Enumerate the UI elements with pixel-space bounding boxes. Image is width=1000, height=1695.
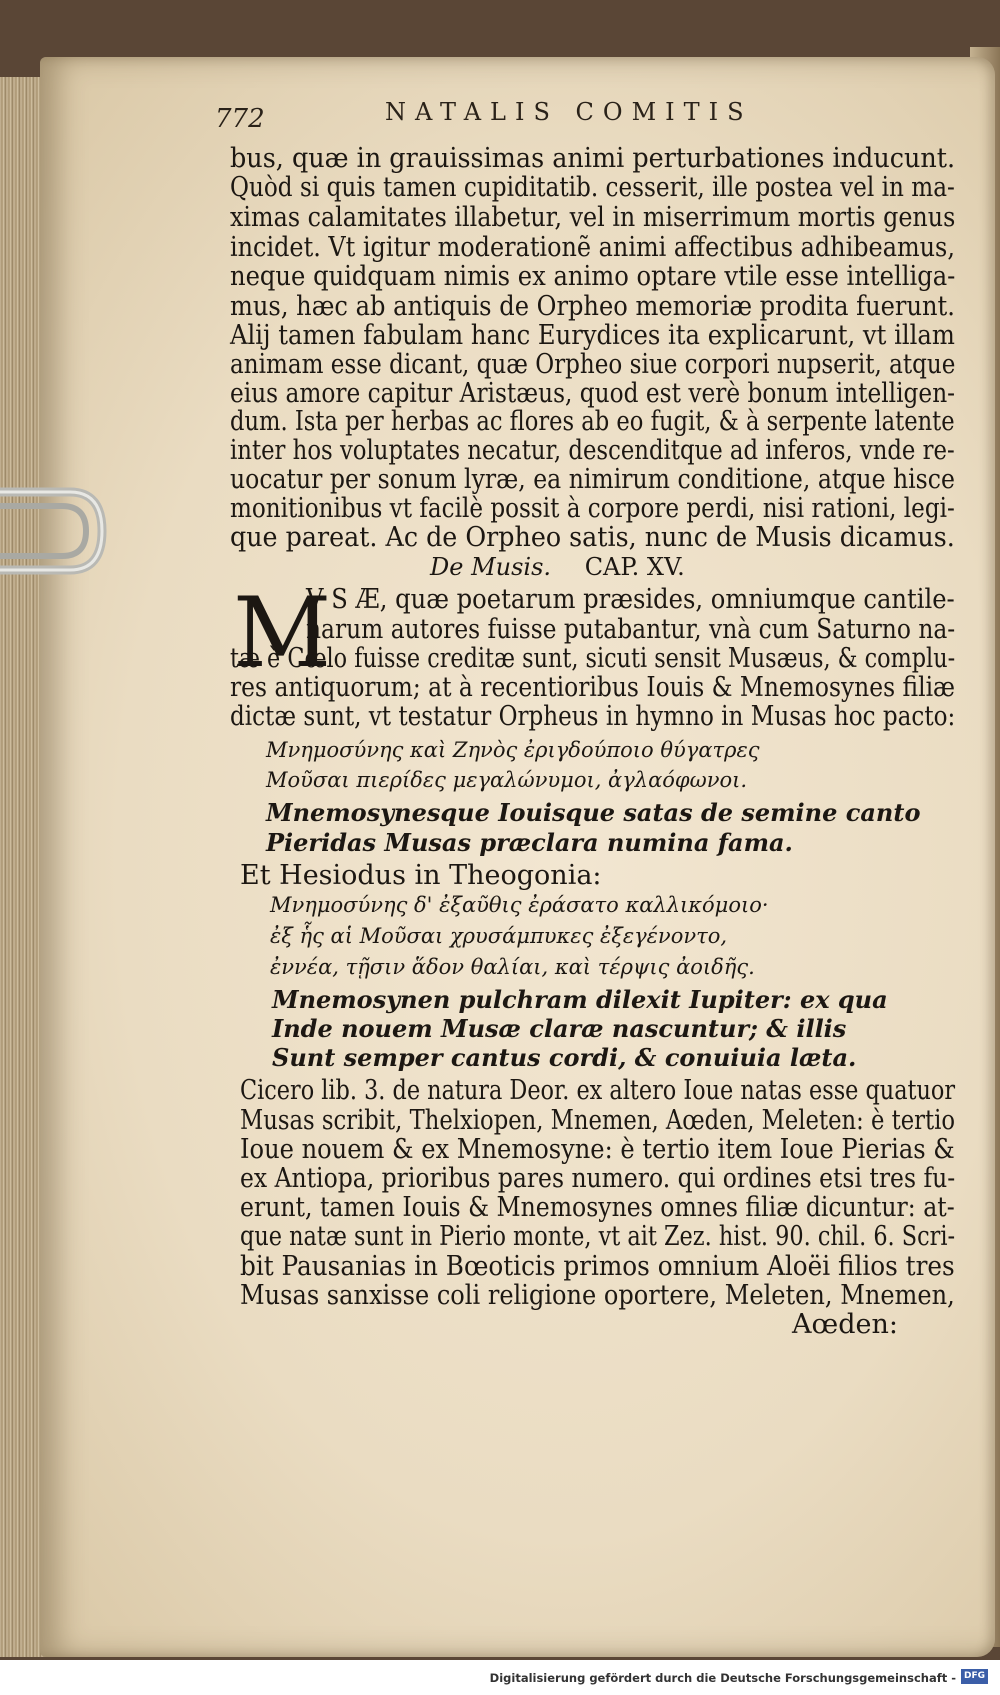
dfg-logo: DFG [961, 1669, 988, 1684]
body-line: ximas calamitates illabetur, vel in miserrimum mortis genus [230, 202, 956, 233]
latin-verse-line: Sunt semper cantus cordi, & conuiuia læta. [272, 1043, 857, 1072]
chapter-title: De Musis. [430, 553, 552, 581]
catchword: Aœden: [792, 1309, 898, 1340]
latin-verse-line: Pieridas Musas præclara numina fama. [266, 828, 793, 857]
body-line: Quòd si quis tamen cupiditatib. cesserit, ille postea vel in ma- [230, 172, 955, 203]
paper-clip [0, 482, 112, 580]
body-line: dum. Ista per herbas ac flores ab eo fugit, & à serpente latente [230, 406, 955, 437]
running-head: NATALIS COMITIS [385, 98, 753, 126]
greek-verse-line: ἐξ ἧς αἱ Μοῦσαι χρυσάμπυκες ἐξεγένοντο, [270, 924, 728, 948]
body-line: monitionibus vt facilè possit à corpore perdi, nisi rationi, legi- [230, 493, 955, 524]
chapter-heading [430, 553, 685, 581]
body-line: animam esse dicant, quæ Orpheo siue corpori nupserit, atque [230, 349, 956, 380]
chapter-line: V S Æ, quæ poetarum præsides, omniumque cantile- [306, 584, 955, 615]
chapter-line: narum autores fuisse putabantur, vnà cum Saturno na- [306, 614, 956, 645]
body-line: bus, quæ in grauissimas animi perturbationes inducunt. [230, 143, 956, 174]
body-line: incidet. Vt igitur moderationẽ animi affectibus adhibeamus, [230, 232, 955, 263]
greek-verse-line: Μοῦσαι πιερίδες μεγαλώνυμοι, ἀγλαόφωνοι. [266, 768, 748, 792]
hesiod-intro: Et Hesiodus in Theogonia: [240, 860, 602, 891]
body-line: bit Pausanias in Bœoticis primos omnium Aloëi filios tres [240, 1251, 955, 1282]
body-line: ex Antiopa, prioribus pares numero. qui ordines etsi tres fu- [240, 1163, 956, 1194]
latin-verse-line: Mnemosynesque Iouisque satas de semine canto [266, 798, 921, 827]
body-line: Musas scribit, Thelxiopen, Mnemen, Aœden, Meleten: è tertio [240, 1105, 955, 1136]
chapter-line: res antiquorum; at à recentioribus Iouis & Mnemosynes filiæ [230, 672, 956, 703]
footer-credit: Digitalisierung gefördert durch die Deutsche Forschungsgemeinschaft - [489, 1671, 956, 1685]
body-line: erunt, tamen Iouis & Mnemosynes omnes filiæ dicuntur: at- [240, 1192, 955, 1223]
body-line: que pareat. Ac de Orpheo satis, nunc de Musis dicamus. [230, 522, 955, 553]
body-line: Cicero lib. 3. de natura Deor. ex altero Ioue natas esse quatuor [240, 1075, 956, 1106]
page-number: 772 [215, 104, 265, 134]
body-line: Alij tamen fabulam hanc Eurydices ita explicarunt, vt illam [230, 320, 955, 351]
body-line: eius amore capitur Aristæus, quod est verè bonum intelligen- [230, 378, 956, 409]
greek-verse-line: ἐννέα, τῇσιν ἅδον θαλίαι, καὶ τέρψις ἀοιδῆς. [270, 955, 755, 979]
body-line: que natæ sunt in Pierio monte, vt ait Zez. hist. 90. chil. 6. Scri- [240, 1221, 956, 1252]
footer [0, 1660, 1000, 1695]
body-line: mus, hæc ab antiquis de Orpheo memoriæ prodita fuerunt. [230, 291, 955, 322]
chapter-line: tæ è Cœlo fuisse creditæ sunt, sicuti sensit Musæus, & complu- [230, 643, 956, 674]
latin-verse-line: Inde nouem Musæ claræ nascuntur; & illis [272, 1014, 847, 1043]
chapter-label: CAP. XV. [584, 553, 685, 581]
body-line: Ioue nouem & ex Mnemosyne: è tertio item Ioue Pierias & [240, 1134, 955, 1165]
latin-verse-line: Mnemosynen pulchram dilexit Iupiter: ex qua [272, 985, 888, 1014]
chapter-line: dictæ sunt, vt testatur Orpheus in hymno in Musas hoc pacto: [230, 701, 956, 732]
body-line: inter hos voluptates necatur, descenditque ad inferos, vnde re- [230, 435, 955, 466]
body-line: neque quidquam nimis ex animo optare vtile esse intelliga- [230, 261, 956, 292]
body-line: Musas sanxisse coli religione oportere, Meleten, Mnemen, [240, 1280, 955, 1311]
drop-cap: M [233, 577, 332, 689]
greek-verse-line: Μνημοσύνης δ' ἐξαῦθις ἐράσατο καλλικόμοιο· [270, 893, 769, 917]
body-line: uocatur per sonum lyræ, ea nimirum conditione, atque hisce [230, 464, 955, 495]
greek-verse-line: Μνημοσύνης καὶ Ζηνὸς ἐριγδούποιο θύγατρες [266, 738, 760, 762]
